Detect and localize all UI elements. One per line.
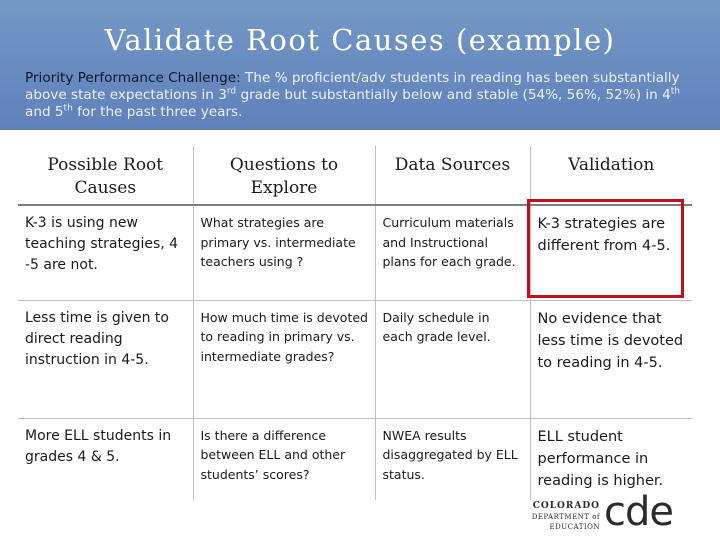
challenge-text-4: for the past three years. — [72, 104, 243, 120]
table-header-row — [18, 146, 692, 205]
source-cell: Daily schedule in each grade level. — [375, 300, 530, 418]
challenge-label: Priority Performance Challenge: — [25, 70, 241, 86]
table-row — [18, 300, 692, 418]
challenge-text-2: grade but substantially below and stable (54%, 56%, 52%) in 4 — [236, 87, 671, 103]
cause-cell: More ELL students in grades 4 & 5. — [18, 418, 193, 500]
header-data-sources: Data Sources — [375, 146, 530, 205]
logo-wordmark — [488, 501, 600, 532]
challenge-sup-3: th — [63, 103, 73, 114]
validation-cell: K-3 strategies are different from 4-5. — [530, 205, 692, 300]
validation-cell: No evidence that less time is devoted to reading in 4-5. — [530, 300, 692, 418]
slide-title: Validate Root Causes (example) — [104, 23, 616, 57]
challenge-text-1: The % proficient/adv students in reading has been substantially above state expectations in 3 — [25, 70, 680, 103]
slide-header — [0, 0, 720, 130]
cde-logo — [488, 489, 693, 535]
validation-highlight-box — [527, 199, 684, 298]
table-row — [18, 418, 692, 500]
question-cell: Is there a difference between ELL and other students’ scores? — [193, 418, 375, 500]
header-possible-root-causes: Possible Root Causes — [18, 146, 193, 205]
header-validation: Validation — [568, 155, 655, 175]
question-cell: How much time is devoted to reading in primary vs. intermediate grades? — [193, 300, 375, 418]
logo-mark: cde — [604, 489, 673, 535]
cause-cell: Less time is given to direct reading instruction in 4-5. — [18, 300, 193, 418]
source-cell: NWEA results disaggregated by ELL status. — [375, 418, 530, 500]
validation-cell: ELL student performance in reading is higher. — [530, 418, 692, 500]
priority-challenge-text — [25, 70, 705, 121]
logo-line-2: DEPARTMENT of EDUCATION — [531, 513, 600, 531]
challenge-sup-1: rd — [226, 86, 237, 97]
challenge-text-3: and 5 — [25, 104, 64, 120]
logo-line-1: COLORADO — [532, 501, 600, 511]
cause-cell: K-3 is using new teaching strategies, 4 -5 are not. — [18, 205, 193, 300]
question-cell: What strategies are primary vs. intermediate teachers using ? — [193, 205, 375, 300]
challenge-sup-2: th — [670, 86, 680, 97]
source-cell: Curriculum materials and Instructional plans for each grade. — [375, 205, 530, 300]
header-questions-to-explore: Questions to Explore — [193, 146, 375, 205]
